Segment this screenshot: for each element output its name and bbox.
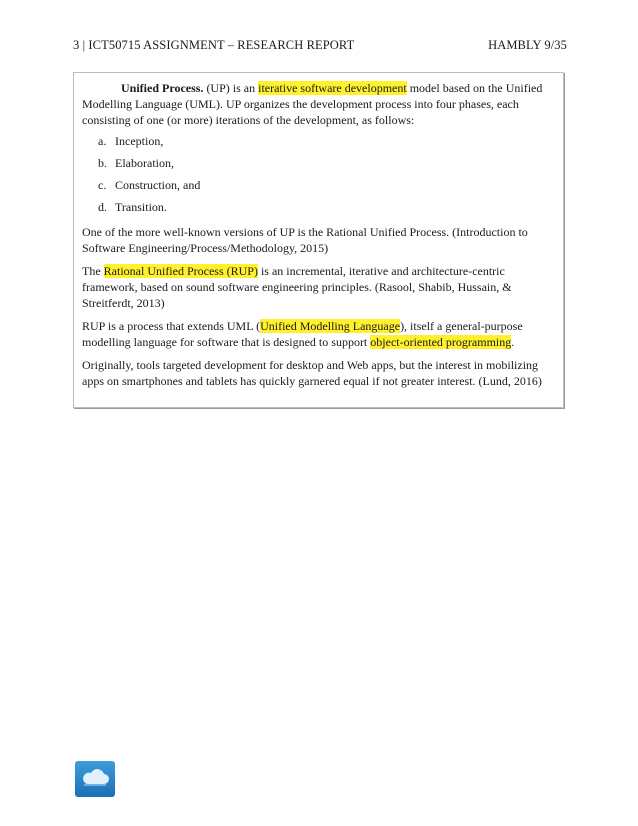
list-item — [82, 177, 555, 193]
header-author-page: HAMBLY 9/35 — [488, 38, 567, 52]
list-marker: b. — [98, 156, 107, 170]
highlight-oop: object-oriented programming — [370, 335, 512, 349]
list-marker: c. — [98, 178, 107, 192]
list-item — [82, 155, 555, 171]
highlight-rup: Rational Unified Process (RUP) — [103, 264, 258, 278]
list-item — [82, 199, 555, 215]
content-box — [73, 72, 564, 408]
highlight-iterative-software-development: iterative software development — [258, 81, 407, 95]
list-item-label: Elaboration, — [115, 156, 174, 170]
list-marker: a. — [98, 134, 107, 148]
cloud-icon — [80, 768, 110, 791]
highlight-uml: Unified Modelling Language — [260, 319, 401, 333]
list-item-label: Construction, and — [115, 178, 201, 192]
header-title: 3 | ICT50715 ASSIGNMENT – RESEARCH REPORT — [73, 38, 355, 52]
paragraph-rational-unified-process: One of the more well-known versions of UP is the Rational Unified Process. (Introduction to Software Engineering/Process/Methodology, 2015) — [82, 225, 528, 255]
list-item-label: Inception, — [115, 134, 164, 148]
list-item — [82, 133, 555, 149]
page-header — [73, 38, 567, 53]
paragraph-rup-uml: RUP is a process that extends UML (Unified Modelling Language), itself a general-purpose modelling language for software that is designed to support object-oriented programming. — [82, 319, 523, 349]
paragraph-mobile-apps: Originally, tools targeted development for desktop and Web apps, but the interest in mobilizing apps on smartphones and tablets has quickly garnered equal if not greater interest. (Lund, 2016) — [82, 358, 542, 388]
list-marker: d. — [98, 200, 107, 214]
term-unified-process: Unified Process. — [121, 81, 204, 95]
footer-logo — [75, 761, 115, 797]
paragraph-unified-process: Unified Process. (UP) is an iterative software development model based on the Unified Modelling Language (UML). UP organizes the development process into four phases, each consisting of one (or more) iterations of the development, as follows: — [82, 81, 543, 127]
paragraph-rup-definition: The Rational Unified Process (RUP) is an incremental, iterative and architecture-centric framework, based on sound software engineering principles. (Rasool, Shabib, Hussain, & Streitferdt, 2013) — [82, 264, 512, 310]
list-item-label: Transition. — [115, 200, 167, 214]
phases-list — [82, 133, 555, 215]
